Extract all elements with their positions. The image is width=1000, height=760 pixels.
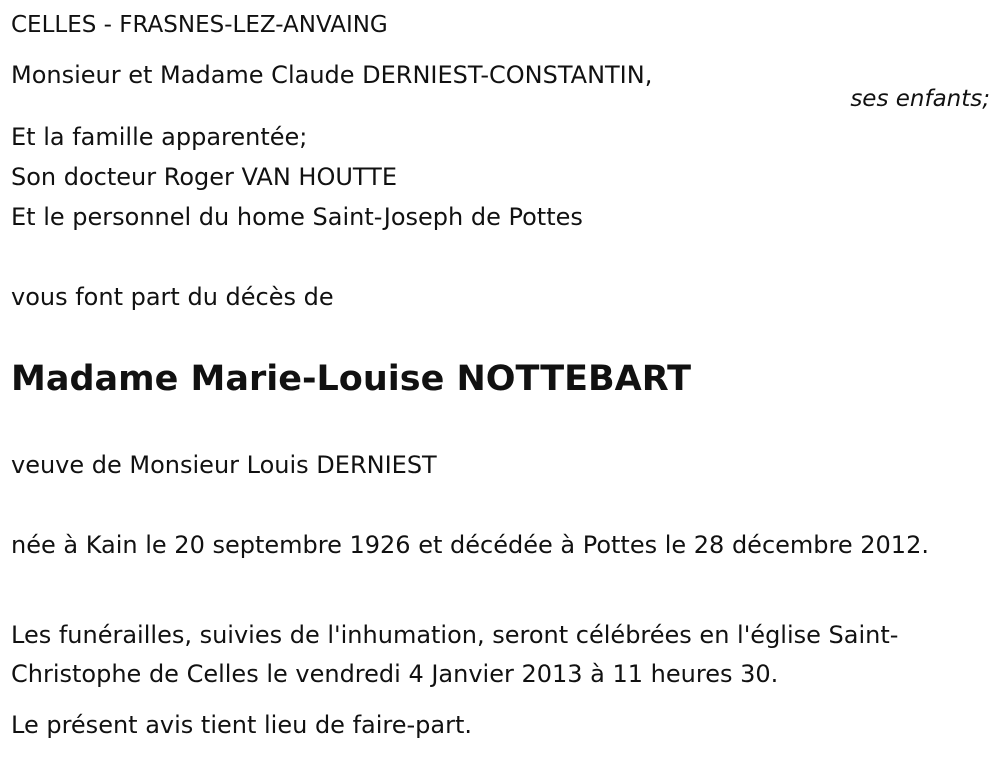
- family-line: Et la famille apparentée;: [11, 123, 308, 151]
- funeral-paragraph: Les funérailles, suivies de l'inhumation, seront célébrées en l'église Saint-Christophe de Celles le vendredi 4 Janvier 2013 à 11 heures 30.: [11, 621, 899, 688]
- deceased-name: Madame Marie-Louise NOTTEBART: [11, 359, 692, 399]
- location-header: CELLES - FRASNES-LEZ-ANVAING: [11, 12, 388, 38]
- announcement-text: vous font part du décès de: [11, 283, 334, 311]
- notice-paragraph: Le présent avis tient lieu de faire-part.: [11, 711, 473, 739]
- staff-line: Et le personnel du home Saint-Joseph de Pottes: [11, 203, 583, 231]
- doctor-line: Son docteur Roger VAN HOUTTE: [11, 163, 397, 191]
- children-label: ses enfants;: [850, 86, 990, 112]
- parents-line: Monsieur et Madame Claude DERNIEST-CONSTANTIN,: [11, 61, 653, 89]
- birth-death-paragraph: née à Kain le 20 septembre 1926 et décédée à Pottes le 28 décembre 2012.: [11, 531, 929, 559]
- widow-of-line: veuve de Monsieur Louis DERNIEST: [11, 451, 437, 479]
